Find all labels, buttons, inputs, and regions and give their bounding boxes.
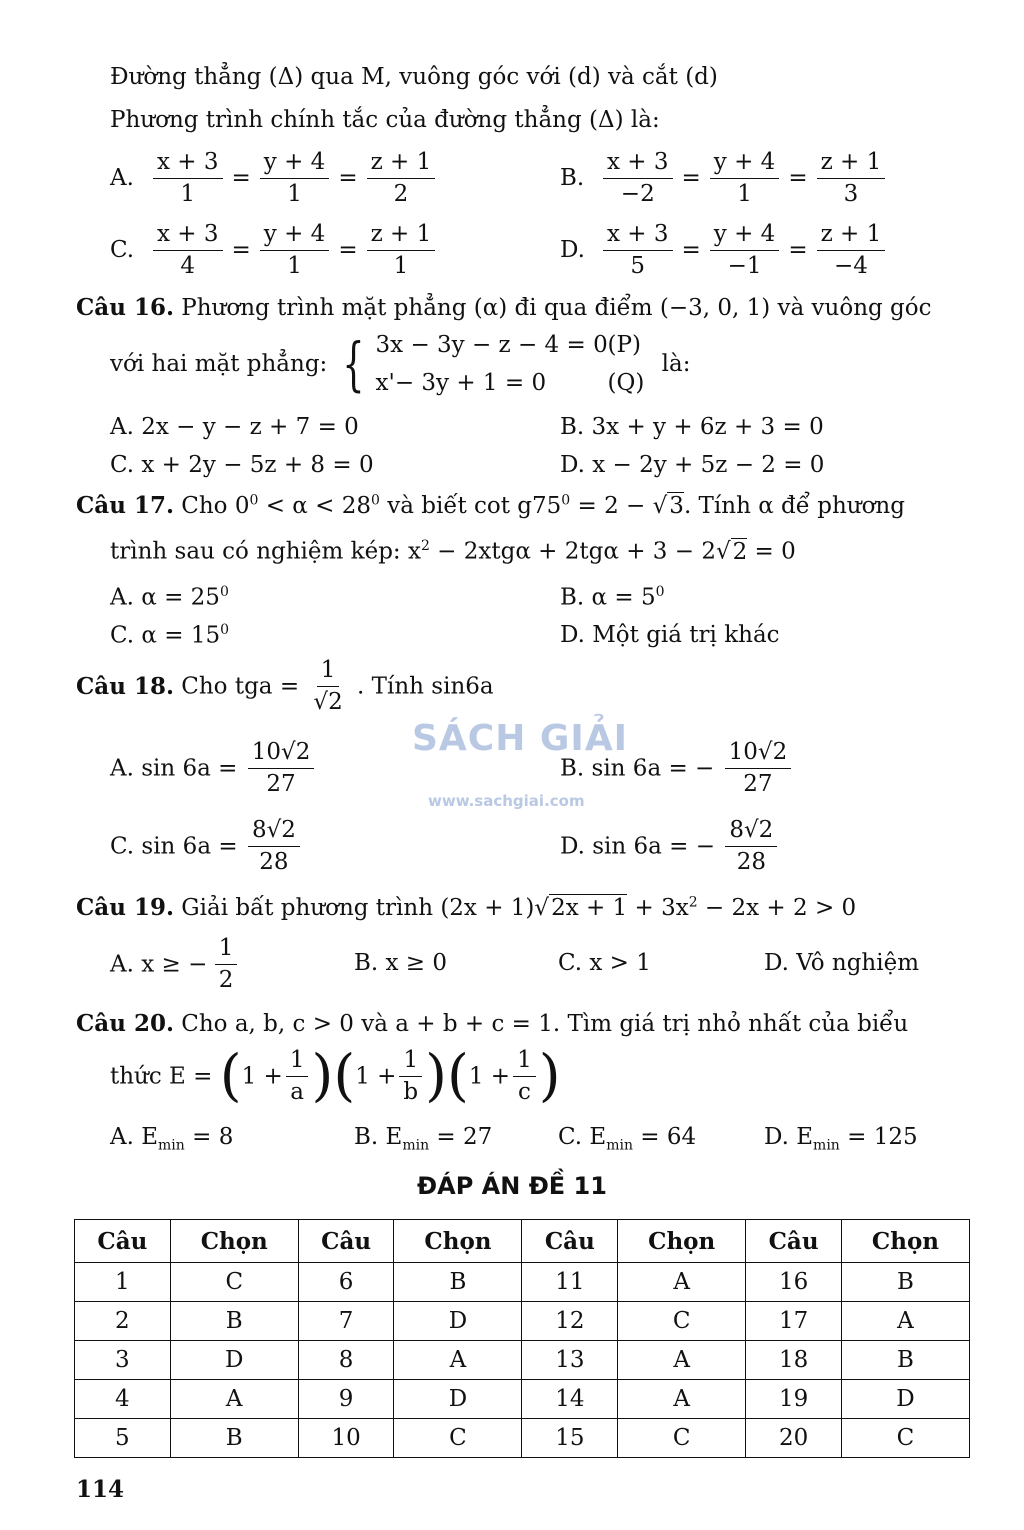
q16-text: Phương trình mặt phẳng (α) đi qua điểm (−3, 0, 1) và vuông góc bbox=[181, 295, 932, 321]
right-paren: ) bbox=[538, 1043, 561, 1109]
q18-label: Câu 18. bbox=[76, 672, 174, 700]
answer-key-header-row bbox=[75, 1220, 970, 1263]
fraction-numerator: x + 3 bbox=[603, 220, 673, 251]
table-row bbox=[75, 1302, 970, 1341]
q19-option-b: B. x ≥ 0 bbox=[354, 950, 448, 976]
fraction-denominator: −2 bbox=[620, 180, 655, 207]
equals-sign: = bbox=[231, 165, 251, 192]
fraction-denominator: 2 bbox=[393, 180, 409, 207]
q17-line-2 bbox=[110, 538, 796, 565]
q15-option-d bbox=[560, 220, 888, 281]
equals-sign: = bbox=[338, 165, 358, 192]
q17-text: − 2xtgα + 2tgα + 3 − 2 bbox=[429, 538, 716, 565]
q20-option-d bbox=[764, 1124, 918, 1154]
option-text: B. α = 5 bbox=[560, 584, 656, 611]
option-label: A. x ≥ − bbox=[110, 951, 208, 978]
fraction bbox=[603, 220, 673, 281]
answer-key-header-cell: Câu bbox=[298, 1220, 394, 1263]
degree-sup: 0 bbox=[219, 584, 229, 600]
degree-sup: 0 bbox=[370, 492, 380, 509]
q17-option-a bbox=[110, 584, 229, 611]
fraction-denominator: 1 bbox=[287, 180, 302, 207]
fraction-denominator: −1 bbox=[727, 252, 762, 279]
q17-text: trình sau có nghiệm kép: x bbox=[110, 538, 421, 565]
answer-choice-cell: A bbox=[170, 1380, 298, 1419]
factor-term: 1 + bbox=[241, 1063, 283, 1090]
q18-option-d bbox=[560, 816, 780, 877]
answer-key-title: ĐÁP ÁN ĐỀ 11 bbox=[417, 1172, 607, 1200]
fraction-denominator: 1 bbox=[180, 180, 196, 207]
fraction-numerator: 1 bbox=[513, 1046, 536, 1077]
fraction-denominator: 5 bbox=[630, 252, 646, 279]
fraction-numerator: z + 1 bbox=[367, 148, 436, 179]
question-number-cell: 20 bbox=[746, 1419, 842, 1458]
fraction bbox=[153, 148, 223, 209]
fraction-denominator: 1 bbox=[737, 180, 752, 207]
sqrt-radicand: 2 bbox=[732, 538, 748, 565]
fraction bbox=[248, 816, 300, 877]
option-label: A. sin 6a = bbox=[110, 755, 238, 782]
answer-key-header-cell: Câu bbox=[746, 1220, 842, 1263]
equation-system bbox=[335, 326, 645, 402]
sqrt-radicand: 3 bbox=[669, 493, 684, 519]
answer-choice-cell: C bbox=[618, 1419, 746, 1458]
q18-prefix: Cho tga = bbox=[181, 673, 300, 700]
fraction bbox=[725, 738, 792, 799]
fraction bbox=[817, 148, 886, 209]
equals-sign: = bbox=[788, 237, 808, 264]
left-brace: { bbox=[342, 330, 365, 398]
fraction-denominator: 27 bbox=[743, 770, 773, 797]
q18-option-c bbox=[110, 816, 303, 877]
q17-text: < α < 28 bbox=[258, 493, 371, 519]
fraction bbox=[286, 1046, 309, 1107]
fraction bbox=[710, 148, 780, 209]
left-paren: ( bbox=[447, 1043, 469, 1109]
option-text: C. α = 15 bbox=[110, 622, 221, 649]
fraction bbox=[513, 1046, 536, 1107]
q16-option-d: D. x − 2y + 5z − 2 = 0 bbox=[560, 452, 825, 478]
answer-key-header-cell: Chọn bbox=[618, 1220, 746, 1263]
q19-label: Câu 19. bbox=[76, 894, 174, 921]
q16-line-1 bbox=[76, 294, 932, 321]
fraction bbox=[399, 1046, 422, 1107]
option-label: D. sin 6a = − bbox=[560, 833, 716, 860]
answer-choice-cell: C bbox=[394, 1419, 522, 1458]
fraction-numerator: x + 3 bbox=[153, 220, 223, 251]
question-number-cell: 15 bbox=[522, 1419, 618, 1458]
degree-sup: 0 bbox=[220, 622, 230, 638]
degree-sup: 0 bbox=[655, 584, 665, 600]
question-number-cell: 8 bbox=[298, 1341, 394, 1380]
q20-label: Câu 20. bbox=[76, 1010, 174, 1037]
q19-option-a bbox=[110, 934, 240, 995]
answer-choice-cell: D bbox=[394, 1380, 522, 1419]
option-label: C. sin 6a = bbox=[110, 833, 238, 860]
question-number-cell: 16 bbox=[746, 1263, 842, 1302]
watermark-url: www.sachgiai.com bbox=[428, 792, 585, 810]
fraction-numerator: 8√2 bbox=[725, 816, 777, 847]
intro-line-1: Đường thẳng (Δ) qua M, vuông góc với (d) và cắt (d) bbox=[110, 64, 718, 90]
answer-choice-cell: D bbox=[170, 1341, 298, 1380]
option-label: A. bbox=[110, 165, 134, 192]
q19-text: Giải bất phương trình (2x + 1) bbox=[181, 895, 535, 921]
option-text: = 8 bbox=[184, 1124, 234, 1150]
answer-choice-cell: B bbox=[394, 1263, 522, 1302]
q17-text: . Tính α để phương bbox=[683, 493, 905, 519]
question-number-cell: 4 bbox=[75, 1380, 171, 1419]
q16-option-c: C. x + 2y − 5z + 8 = 0 bbox=[110, 452, 374, 478]
plane-q-equation: x'− 3y + 1 = 0 bbox=[375, 370, 547, 396]
q19-line bbox=[76, 894, 856, 921]
fraction-numerator: 1 bbox=[215, 934, 238, 965]
q19-text: + 3x bbox=[627, 895, 689, 921]
sqrt-radicand: 2x + 1 bbox=[551, 895, 628, 921]
equals-sign: = bbox=[788, 165, 808, 192]
option-text: = 125 bbox=[839, 1124, 918, 1150]
answer-choice-cell: B bbox=[170, 1419, 298, 1458]
plane-p-equation: 3x − 3y − z − 4 = 0 bbox=[375, 332, 608, 358]
fraction bbox=[153, 220, 223, 281]
question-number-cell: 17 bbox=[746, 1302, 842, 1341]
q17-line-1 bbox=[76, 492, 905, 519]
fraction-denominator: √2 bbox=[313, 688, 343, 715]
q18-line bbox=[76, 656, 494, 717]
q16-option-b: B. 3x + y + 6z + 3 = 0 bbox=[560, 414, 824, 440]
table-row bbox=[75, 1419, 970, 1458]
answer-key-table bbox=[74, 1219, 970, 1458]
question-number-cell: 2 bbox=[75, 1302, 171, 1341]
answer-choice-cell: A bbox=[394, 1341, 522, 1380]
answer-choice-cell: C bbox=[170, 1263, 298, 1302]
plane-p-tag: (P) bbox=[607, 332, 641, 358]
plane-q-tag: (Q) bbox=[607, 370, 645, 396]
fraction bbox=[309, 656, 346, 717]
answer-key-body bbox=[75, 1263, 970, 1458]
fraction-numerator: 8√2 bbox=[248, 816, 300, 847]
fraction-denominator: 3 bbox=[843, 180, 859, 207]
fraction-denominator: 28 bbox=[736, 848, 766, 875]
fraction-numerator: 1 bbox=[399, 1046, 422, 1077]
factor-term: 1 + bbox=[355, 1063, 397, 1090]
fraction-denominator: 27 bbox=[266, 770, 296, 797]
sqrt-sign: √ bbox=[534, 895, 550, 921]
q16-option-a: A. 2x − y − z + 7 = 0 bbox=[110, 414, 359, 440]
exponent-sup: 2 bbox=[688, 894, 698, 911]
q17-option-d: D. Một giá trị khác bbox=[560, 622, 780, 648]
q20-line-2 bbox=[110, 1043, 561, 1109]
exponent-sup: 2 bbox=[420, 538, 430, 554]
option-label: D. bbox=[560, 237, 585, 264]
fraction bbox=[710, 220, 780, 281]
fraction-numerator: y + 4 bbox=[260, 220, 330, 251]
option-label: C. bbox=[110, 237, 135, 264]
q20-text: Cho a, b, c > 0 và a + b + c = 1. Tìm giá trị nhỏ nhất của biểu bbox=[181, 1011, 909, 1037]
fraction-denominator: c bbox=[517, 1078, 531, 1105]
table-row bbox=[75, 1380, 970, 1419]
answer-choice-cell: B bbox=[841, 1341, 969, 1380]
left-paren: ( bbox=[219, 1043, 242, 1109]
q17-text: = 0 bbox=[747, 538, 796, 565]
answer-choice-cell: A bbox=[618, 1380, 746, 1419]
q20-line-1 bbox=[76, 1010, 908, 1037]
option-label: B. bbox=[560, 165, 585, 192]
q19-text: − 2x + 2 > 0 bbox=[697, 895, 857, 921]
fraction-numerator: y + 4 bbox=[260, 148, 330, 179]
q18-option-a bbox=[110, 738, 317, 799]
q18-option-b bbox=[560, 738, 794, 799]
q17-label: Câu 17. bbox=[76, 492, 174, 519]
q17-text: và biết cot g75 bbox=[379, 493, 562, 519]
answer-choice-cell: A bbox=[618, 1263, 746, 1302]
fraction-numerator: y + 4 bbox=[710, 148, 780, 179]
question-number-cell: 12 bbox=[522, 1302, 618, 1341]
degree-sup: 0 bbox=[249, 492, 259, 509]
answer-choice-cell: B bbox=[170, 1302, 298, 1341]
fraction bbox=[367, 148, 436, 209]
answer-choice-cell: D bbox=[394, 1302, 522, 1341]
fraction-numerator: 1 bbox=[317, 656, 340, 687]
q20-option-a bbox=[110, 1124, 233, 1154]
q16-line-2 bbox=[110, 326, 690, 402]
question-number-cell: 3 bbox=[75, 1341, 171, 1380]
question-number-cell: 9 bbox=[298, 1380, 394, 1419]
option-text: A. E bbox=[110, 1124, 159, 1150]
fraction bbox=[215, 934, 238, 995]
fraction-denominator: 1 bbox=[287, 252, 302, 279]
equals-sign: = bbox=[681, 165, 701, 192]
fraction-denominator: 2 bbox=[218, 966, 234, 993]
question-number-cell: 14 bbox=[522, 1380, 618, 1419]
question-number-cell: 11 bbox=[522, 1263, 618, 1302]
answer-key-header-cell: Chọn bbox=[394, 1220, 522, 1263]
table-row bbox=[75, 1341, 970, 1380]
option-text: A. α = 25 bbox=[110, 584, 220, 611]
q20-option-c bbox=[558, 1124, 696, 1154]
page-number: 114 bbox=[76, 1476, 125, 1503]
q17-option-b bbox=[560, 584, 665, 611]
option-label: B. sin 6a = − bbox=[560, 755, 715, 782]
q17-text: Cho 0 bbox=[181, 493, 250, 519]
answer-key-header-cell: Câu bbox=[522, 1220, 618, 1263]
q20-option-b bbox=[354, 1124, 492, 1154]
fraction-denominator: a bbox=[290, 1078, 304, 1105]
question-number-cell: 6 bbox=[298, 1263, 394, 1302]
equals-sign: = bbox=[681, 237, 701, 264]
sqrt-sign: √ bbox=[652, 493, 668, 519]
watermark-logo: SÁCH GIẢI bbox=[412, 718, 629, 759]
q16-suffix: là: bbox=[661, 351, 691, 377]
fraction-numerator: y + 4 bbox=[710, 220, 780, 251]
answer-choice-cell: B bbox=[841, 1263, 969, 1302]
fraction-numerator: z + 1 bbox=[817, 148, 886, 179]
right-paren: ) bbox=[425, 1043, 447, 1109]
fraction-numerator: z + 1 bbox=[367, 220, 436, 251]
intro-line-2: Phương trình chính tắc của đường thẳng (Δ) là: bbox=[110, 107, 660, 133]
degree-sup: 0 bbox=[561, 492, 571, 509]
subscript: min bbox=[813, 1137, 840, 1154]
fraction bbox=[725, 816, 777, 877]
question-number-cell: 18 bbox=[746, 1341, 842, 1380]
question-number-cell: 7 bbox=[298, 1302, 394, 1341]
equals-sign: = bbox=[231, 237, 251, 264]
factor-term: 1 + bbox=[468, 1063, 511, 1090]
subscript: min bbox=[158, 1137, 185, 1154]
subscript: min bbox=[402, 1137, 430, 1154]
fraction bbox=[603, 148, 673, 209]
fraction bbox=[367, 220, 436, 281]
option-text: C. E bbox=[558, 1124, 607, 1150]
question-number-cell: 5 bbox=[75, 1419, 171, 1458]
fraction-numerator: 1 bbox=[286, 1046, 309, 1077]
q15-option-b bbox=[560, 148, 888, 209]
q16-prefix: với hai mặt phẳng: bbox=[110, 351, 328, 377]
answer-key-header-cell: Chọn bbox=[841, 1220, 969, 1263]
table-row bbox=[75, 1263, 970, 1302]
answer-key-header-cell: Câu bbox=[75, 1220, 171, 1263]
q17-option-c bbox=[110, 622, 229, 649]
q20-prefix: thức E = bbox=[110, 1063, 213, 1090]
fraction-denominator: 4 bbox=[180, 252, 196, 279]
fraction-numerator: 10√2 bbox=[248, 738, 315, 769]
answer-choice-cell: A bbox=[618, 1341, 746, 1380]
question-number-cell: 13 bbox=[522, 1341, 618, 1380]
answer-choice-cell: A bbox=[841, 1302, 969, 1341]
left-paren: ( bbox=[333, 1043, 356, 1109]
option-text: = 64 bbox=[632, 1124, 697, 1150]
fraction-numerator: x + 3 bbox=[603, 148, 673, 179]
q16-label: Câu 16. bbox=[76, 294, 174, 321]
fraction bbox=[260, 220, 330, 281]
q19-option-d: D. Vô nghiệm bbox=[764, 950, 920, 976]
fraction bbox=[260, 148, 330, 209]
option-text: B. E bbox=[354, 1124, 403, 1150]
answer-choice-cell: C bbox=[841, 1419, 969, 1458]
answer-key-header-cell: Chọn bbox=[170, 1220, 298, 1263]
fraction-numerator: x + 3 bbox=[153, 148, 223, 179]
question-number-cell: 10 bbox=[298, 1419, 394, 1458]
fraction-denominator: b bbox=[403, 1078, 419, 1105]
q17-text: = 2 − bbox=[570, 493, 653, 519]
q15-option-a bbox=[110, 148, 438, 209]
fraction-denominator: 28 bbox=[259, 848, 289, 875]
equals-sign: = bbox=[338, 237, 358, 264]
option-text: D. E bbox=[764, 1124, 814, 1150]
q18-suffix: . Tính sin6a bbox=[357, 673, 494, 700]
sqrt-sign: √ bbox=[715, 538, 731, 565]
question-number-cell: 19 bbox=[746, 1380, 842, 1419]
question-number-cell: 1 bbox=[75, 1263, 171, 1302]
right-paren: ) bbox=[311, 1043, 334, 1109]
fraction-denominator: 1 bbox=[393, 252, 409, 279]
subscript: min bbox=[606, 1137, 633, 1154]
fraction bbox=[817, 220, 886, 281]
answer-choice-cell: D bbox=[841, 1380, 969, 1419]
q19-option-c: C. x > 1 bbox=[558, 950, 651, 976]
option-text: = 27 bbox=[429, 1124, 493, 1150]
fraction bbox=[248, 738, 315, 799]
fraction-numerator: 10√2 bbox=[725, 738, 792, 769]
fraction-denominator: −4 bbox=[833, 252, 868, 279]
fraction-numerator: z + 1 bbox=[817, 220, 886, 251]
q15-option-c bbox=[110, 220, 438, 281]
answer-choice-cell: C bbox=[618, 1302, 746, 1341]
